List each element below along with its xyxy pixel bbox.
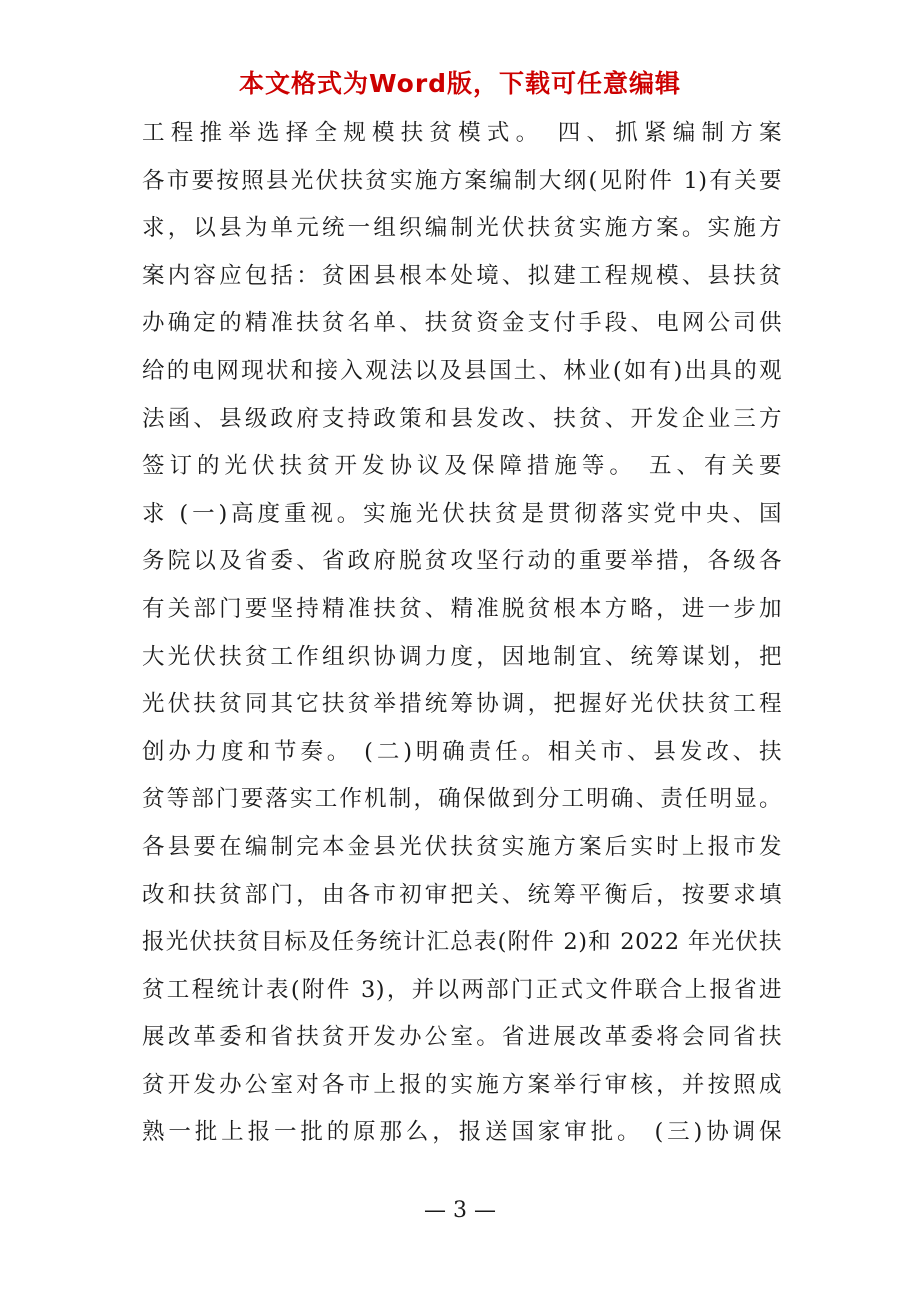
text-line: 办确定的精准扶贫名单、扶贫资金支付手段、电网公司供	[142, 310, 782, 337]
word-format-banner: 本文格式为Word版，下载可任意编辑	[238, 69, 682, 98]
text-line: 熟一批上报一批的原那么，报送国家审批。 (三)协调保	[142, 1119, 782, 1146]
text-line: 法函、县级政府支持政策和县发改、扶贫、开发企业三方	[142, 405, 782, 432]
text-line: 改和扶贫部门，由各市初审把关、统筹平衡后，按要求填	[142, 881, 782, 908]
text-line: 给的电网现状和接入观法以及县国土、林业(如有)出具的观	[142, 357, 782, 384]
text-line: 报光伏扶贫目标及任务统计汇总表(附件 2)和 2022 年光伏扶	[142, 929, 782, 956]
text-line: 签订的光伏扶贫开发协议及保障措施等。 五、有关要	[142, 453, 782, 480]
text-line: 案内容应包括：贫困县根本处境、拟建工程规模、县扶贫	[142, 262, 782, 289]
text-line: 求，以县为单元统一组织编制光伏扶贫实施方案。实施方	[142, 215, 782, 242]
text-line: 求 (一)高度重视。实施光伏扶贫是贯彻落实党中央、国	[142, 500, 782, 527]
text-line: 展改革委和省扶贫开发办公室。省进展改革委将会同省扶	[142, 1024, 782, 1051]
text-line: 贫工程统计表(附件 3)，并以两部门正式文件联合上报省进	[142, 976, 782, 1003]
text-line: 光伏扶贫同其它扶贫举措统筹协调，把握好光伏扶贫工程	[142, 691, 782, 718]
text-line: 有关部门要坚持精准扶贫、精准脱贫根本方略，进一步加	[142, 595, 782, 622]
page-number: — 3 —	[424, 1198, 496, 1223]
text-line: 大光伏扶贫工作组织协调力度，因地制宜、统筹谋划，把	[142, 643, 782, 670]
text-line: 各市要按照县光伏扶贫实施方案编制大纲(见附件 1)有关要	[142, 167, 782, 194]
text-line: 各县要在编制完本金县光伏扶贫实施方案后实时上报市发	[142, 833, 782, 860]
text-line: 工程推举选择全规模扶贫模式。 四、抓紧编制方案	[142, 120, 782, 146]
document-body	[142, 110, 782, 1157]
text-line: 创办力度和节奏。 (二)明确责任。相关市、县发改、扶	[142, 738, 782, 765]
text-line: 贫开发办公室对各市上报的实施方案举行审核，并按照成	[142, 1071, 782, 1098]
text-line: 务院以及省委、省政府脱贫攻坚行动的重要举措，各级各	[142, 548, 782, 575]
text-line: 贫等部门要落实工作机制，确保做到分工明确、责任明显。	[142, 786, 782, 813]
